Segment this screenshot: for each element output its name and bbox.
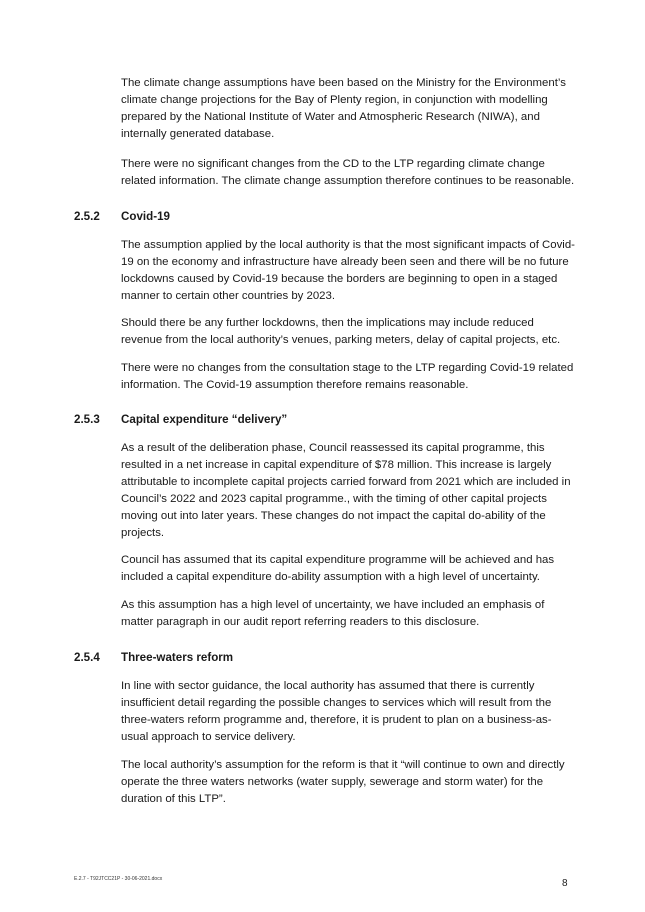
section-title: Three-waters reform <box>121 651 234 664</box>
paragraph-covid-lockdowns: Should there be any further lockdowns, then the implications may include reduced revenue from the local authority’s venues, parking meters, delay of capital projects, etc. <box>121 317 561 346</box>
paragraph-covid-assumption: The assumption applied by the local authority is that the most significant impacts of Covid-19 on the economy and infrastructure have already been seen and there will be no future lockdowns caused by Covid-19 because the borders are beginning to open in a staged manner to certain other countries by 2023. <box>121 239 575 302</box>
section-heading-capital-expenditure <box>74 411 574 428</box>
paragraph-covid-conclusion: There were no changes from the consultation stage to the LTP regarding Covid-19 related information. The Covid-19 assumption therefore remains reasonable. <box>121 362 574 391</box>
paragraph-three-waters-guidance: In line with sector guidance, the local authority has assumed that there is currently insufficient detail regarding the possible changes to services which will result from the three-waters reform programme and, therefore, it is prudent to plan on a business-as-usual approach to service delivery. <box>121 680 552 743</box>
paragraph-capital-deliberation: As a result of the deliberation phase, Council reassessed its capital programme, this resulted in a net increase in capital expenditure of $78 million. This increase is largely attributable to incomplete capital projects carried forward from 2021 which are included in Council’s 2022 and 2023 capital programme., with the timing of other capital projects moving out into later years. These changes do not impact the capital do-ability of the projects. <box>121 442 571 539</box>
footer-document-reference: E.2.7 - T92JTCC21P - 30-06-2021.docx <box>74 876 163 882</box>
section-number: 2.5.2 <box>74 210 100 223</box>
paragraph-capital-assumption: Council has assumed that its capital expenditure programme will be achieved and has included a capital expenditure do-ability assumption with a high level of uncertainty. <box>121 554 555 583</box>
paragraph-emphasis-of-matter: As this assumption has a high level of uncertainty, we have included an emphasis of matter paragraph in our audit report referring readers to this disclosure. <box>121 599 545 628</box>
paragraph-climate-change-conclusion: There were no significant changes from the CD to the LTP regarding climate change related information. The climate change assumption therefore continues to be reasonable. <box>121 158 575 187</box>
paragraph-climate-change-basis: The climate change assumptions have been based on the Ministry for the Environment’s climate change projections for the Bay of Plenty region, in conjunction with modelling prepared by the National Institute of Water and Atmospheric Research (NIWA), and internally generated database. <box>121 77 566 140</box>
page-number: 8 <box>562 878 568 889</box>
section-title: Covid-19 <box>121 210 170 223</box>
paragraph-three-waters-assumption: The local authority’s assumption for the reform is that it “will continue to own and directly operate the three waters networks (water supply, sewerage and storm water) for the duration of this LTP”. <box>121 759 565 805</box>
section-number: 2.5.3 <box>74 413 100 426</box>
section-title: Capital expenditure “delivery” <box>121 413 288 426</box>
section-heading-three-waters <box>74 649 574 666</box>
section-heading-covid <box>74 208 574 225</box>
section-number: 2.5.4 <box>74 651 100 664</box>
